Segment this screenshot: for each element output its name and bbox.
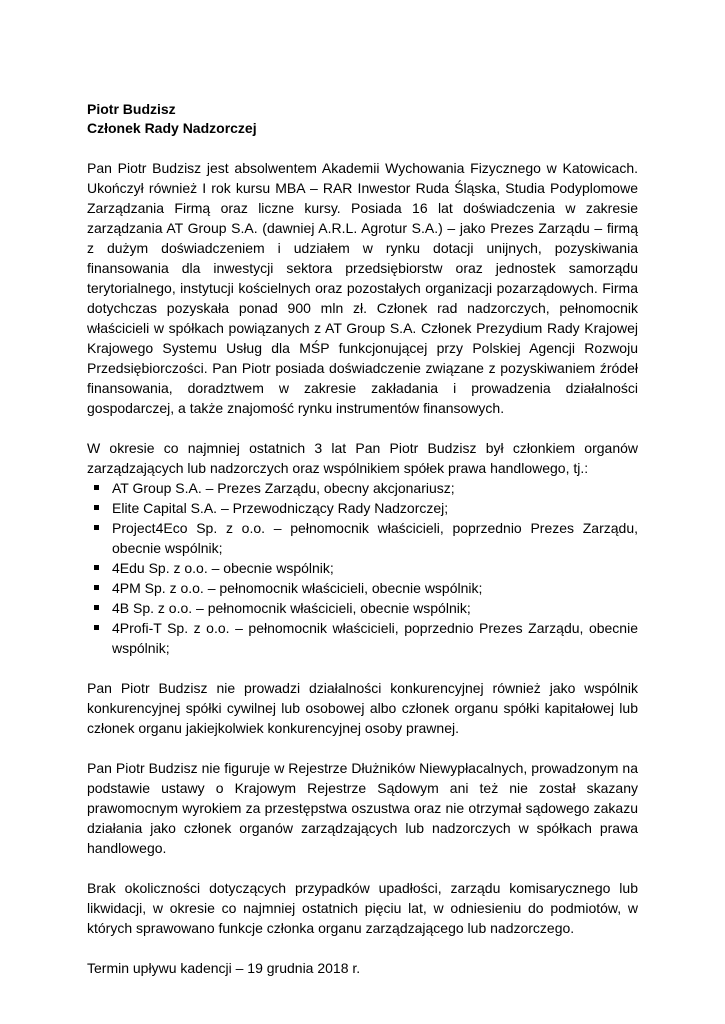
- document-page: [87, 100, 638, 978]
- roles-intro: W okresie co najmniej ostatnich 3 lat Pan Piotr Budzisz był członkiem organów zarządzających lub nadzorczych oraz wspólnikiem spółek prawa handlowego, tj.:: [87, 440, 638, 476]
- square-bullet-icon: [94, 585, 99, 590]
- square-bullet-icon: [94, 525, 99, 530]
- square-bullet-icon: [94, 605, 99, 610]
- role-text: Project4Eco Sp. z o.o. – pełnomocnik właścicieli, poprzednio Prezes Zarządu, obecnie wspólnik;: [112, 520, 638, 556]
- list-item: [87, 598, 638, 618]
- list-item: [87, 498, 638, 518]
- list-item: [87, 478, 638, 498]
- role-text: 4PM Sp. z o.o. – pełnomocnik właścicieli, obecnie wspólnik;: [112, 580, 483, 596]
- bankruptcy-paragraph: Brak okoliczności dotyczących przypadków upadłości, zarządu komisarycznego lub likwidacji, w okresie co najmniej ostatnich pięciu lat, w odniesieniu do podmiotów, w których sprawowano funkcje członka organu zarządzającego lub nadzorczego.: [87, 880, 638, 936]
- role-text: Elite Capital S.A. – Przewodniczący Rady Nadzorczej;: [112, 500, 449, 516]
- square-bullet-icon: [94, 565, 99, 570]
- role-text: 4Profi-T Sp. z o.o. – pełnomocnik właścicieli, poprzednio Prezes Zarządu, obecnie wspólnik;: [112, 620, 638, 656]
- term-paragraph: Termin upływu kadencji – 19 grudnia 2018 r.: [87, 960, 361, 976]
- square-bullet-icon: [94, 485, 99, 490]
- role-text: 4Edu Sp. z o.o. – obecnie wspólnik;: [112, 560, 334, 576]
- person-name: Piotr Budzisz: [87, 101, 176, 117]
- role-text: 4B Sp. z o.o. – pełnomocnik właścicieli, obecnie wspólnik;: [112, 600, 471, 616]
- list-item: [87, 558, 638, 578]
- square-bullet-icon: [94, 505, 99, 510]
- roles-list: [87, 478, 638, 658]
- bio-paragraph: Pan Piotr Budzisz jest absolwentem Akademii Wychowania Fizycznego w Katowicach. Ukończył również I rok kursu MBA – RAR Inwestor Ruda Śląska, Studia Podyplomowe Zarządzania Firmą oraz liczne kursy. Posiada 16 lat doświadczenia w zakresie zarządzania AT Group S.A. (dawniej A.R.L. Agrotur S.A.) – jako Prezes Zarządu – firmą z dużym doświadczeniem i udziałem w rynku dotacji unijnych, pozyskiwania finansowania dla inwestycji sektora przedsiębiorstw oraz jednostek samorządu terytorialnego, instytucji kościelnych oraz pozostałych organizacji pozarządowych. Firma dotychczas pozyskała ponad 900 mln zł. Członek rad nadzorczych, pełnomocnik właścicieli w spółkach powiązanych z AT Group S.A. Członek Prezydium Rady Krajowej Krajowego Systemu Usług dla MŚP funkcjonującej przy Polskiej Agencji Rozwoju Przedsiębiorczości. Pan Piotr posiada doświadczenie związane z pozyskiwaniem źródeł finansowania, doradztwem w zakresie zakładania i prowadzenia działalności gospodarczej, a także znajomość rynku instrumentów finansowych.: [87, 160, 638, 416]
- registry-paragraph: Pan Piotr Budzisz nie figuruje w Rejestrze Dłużników Niewypłacalnych, prowadzonym na podstawie ustawy o Krajowym Rejestrze Sądowym ani też nie został skazany prawomocnym wyrokiem za przestępstwa oszustwa oraz nie otrzymał sądowego zakazu działania jako członek organów zarządzających lub nadzorczych w spółkach prawa handlowego.: [87, 760, 638, 856]
- list-item: [87, 618, 638, 658]
- square-bullet-icon: [94, 625, 99, 630]
- competition-paragraph: Pan Piotr Budzisz nie prowadzi działalności konkurencyjnej również jako wspólnik konkurencyjnej spółki cywilnej lub osobowej albo członek organu spółki kapitałowej lub członek organu jakiejkolwiek konkurencyjnej osoby prawnej.: [87, 680, 638, 736]
- list-item: [87, 518, 638, 558]
- role-text: AT Group S.A. – Prezes Zarządu, obecny akcjonariusz;: [112, 480, 455, 496]
- person-role: Członek Rady Nadzorczej: [87, 120, 257, 136]
- list-item: [87, 578, 638, 598]
